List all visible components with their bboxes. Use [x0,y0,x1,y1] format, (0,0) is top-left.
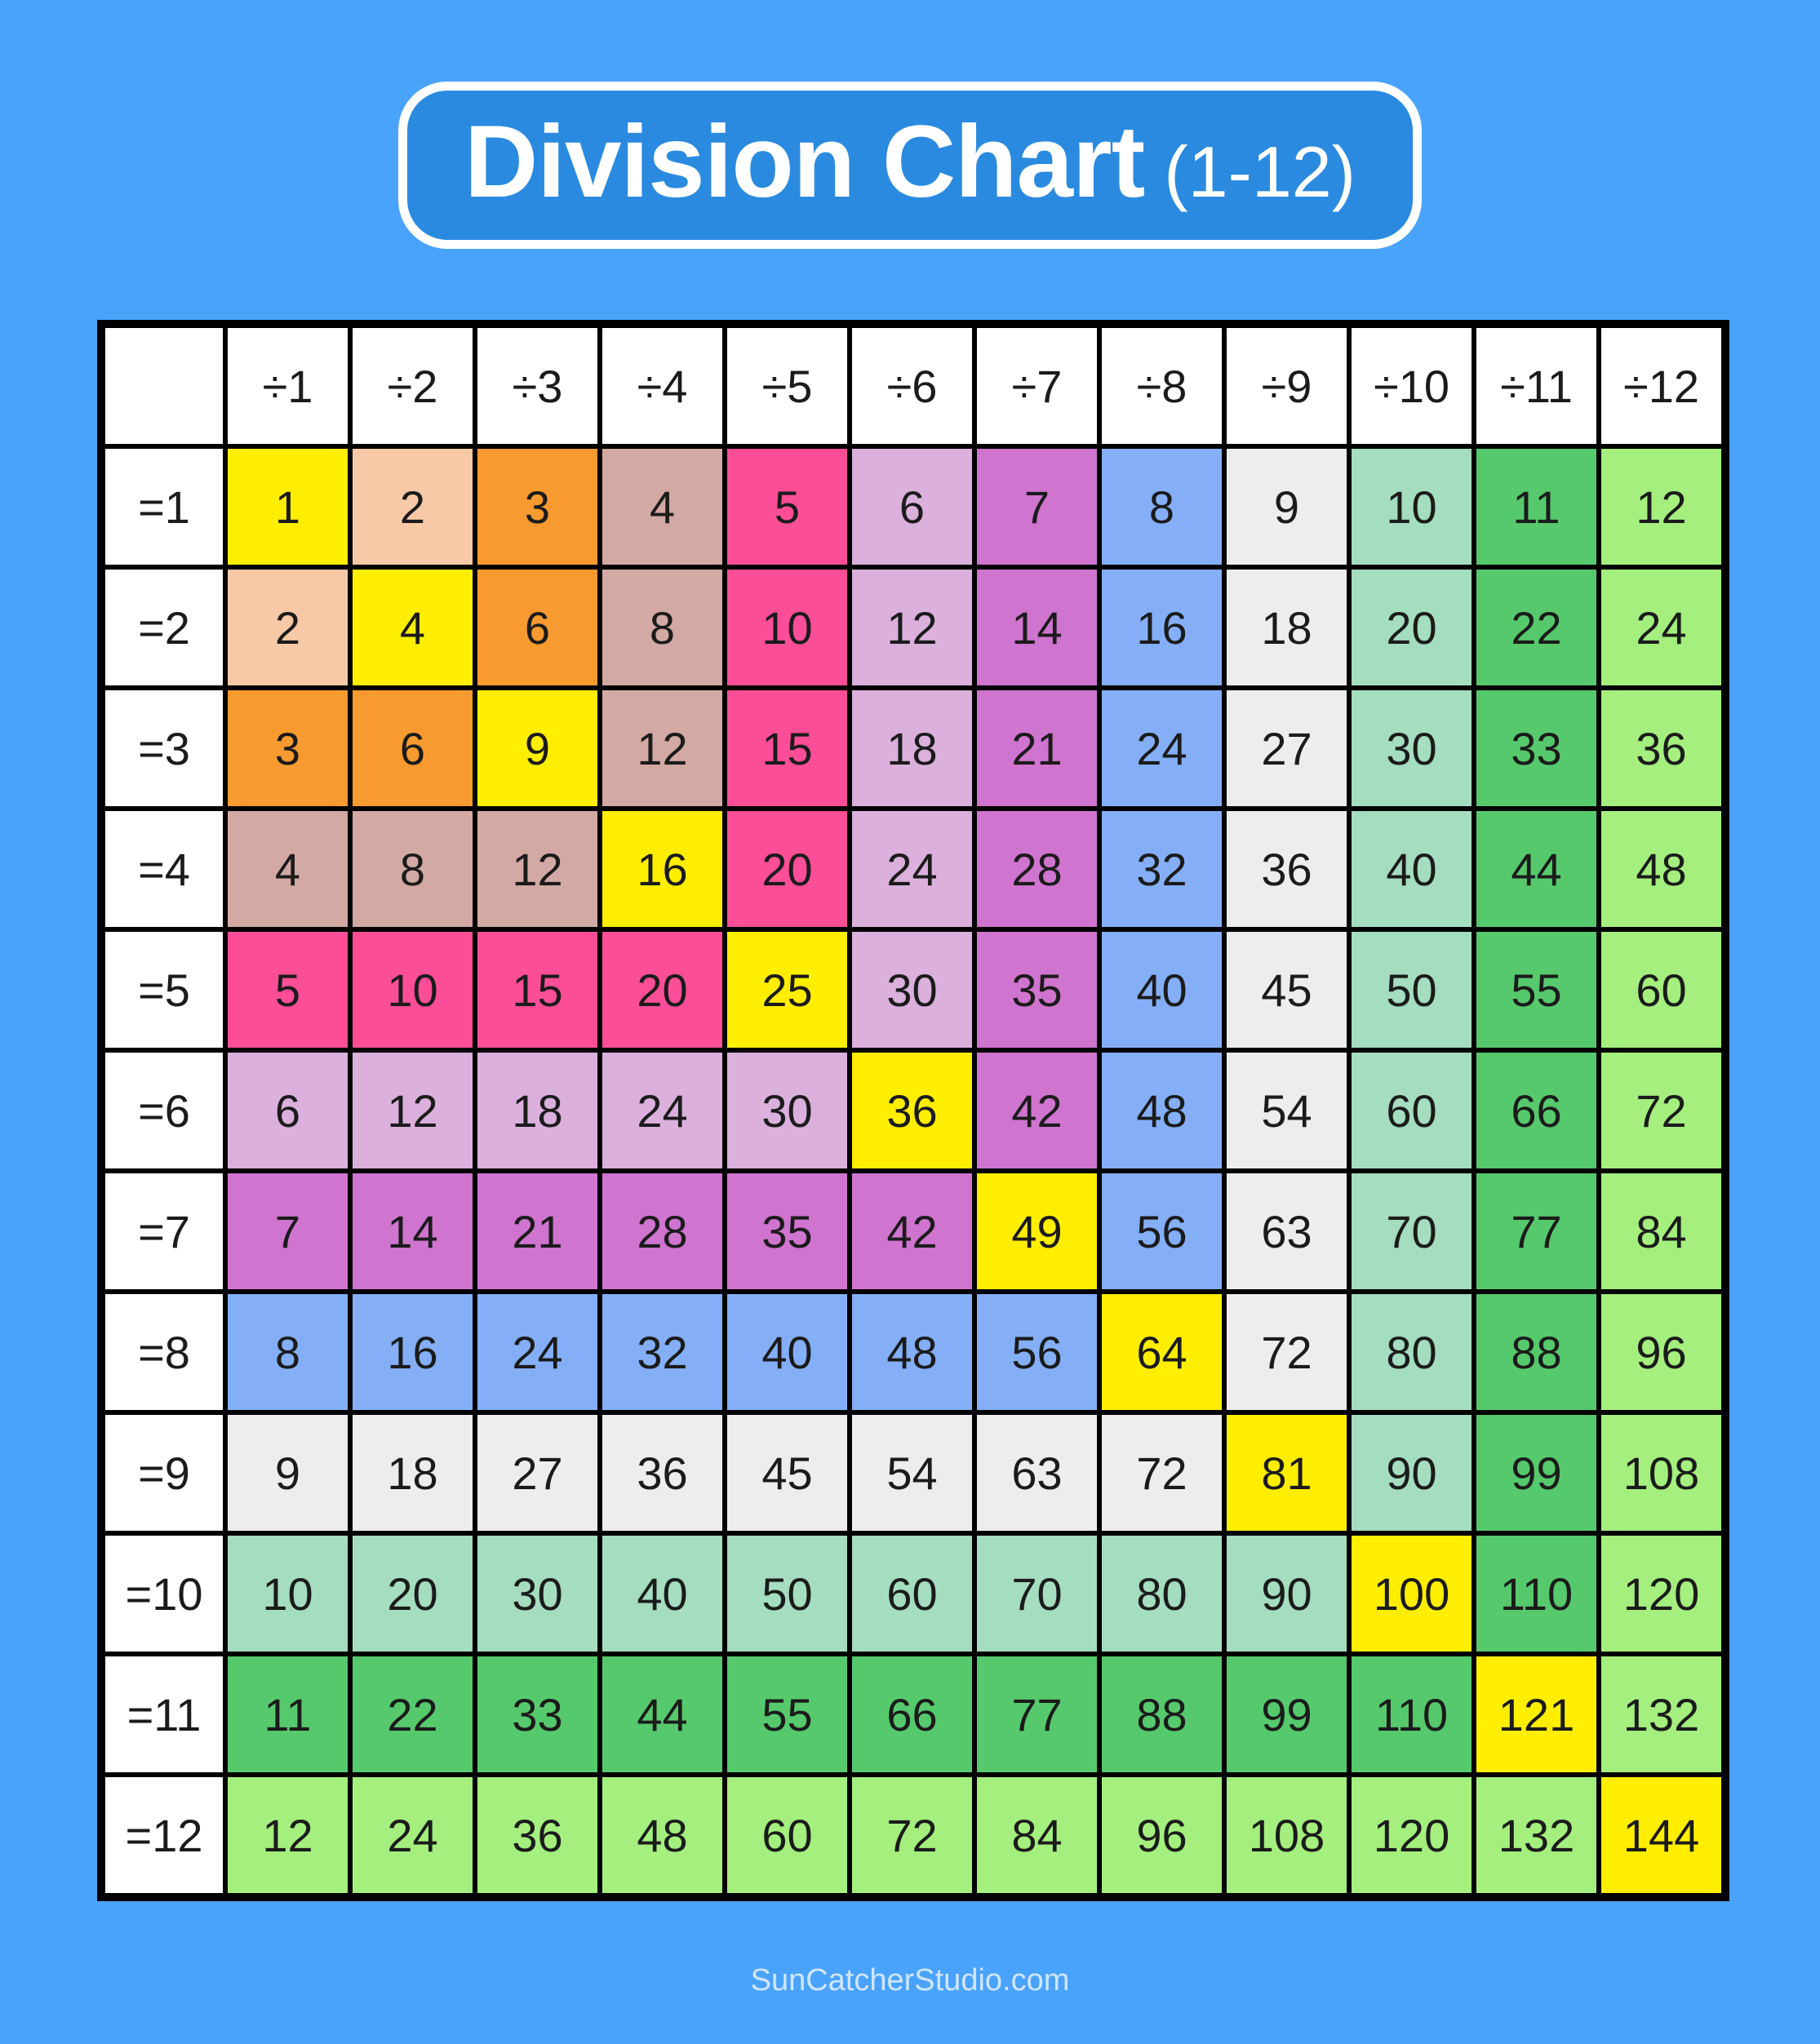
row-header-7: =7 [103,1171,225,1292]
page-title: Division Chart [464,105,1145,219]
cell-r8-c12: 96 [1599,1292,1724,1412]
table-row [103,1412,1724,1533]
row-header-11: =11 [103,1654,225,1775]
cell-r11-c3: 33 [475,1654,600,1775]
cell-r11-c4: 44 [600,1654,725,1775]
cell-r9-c4: 36 [600,1412,725,1533]
title-badge [398,82,1422,249]
cell-r6-c5: 30 [725,1050,850,1171]
cell-r4-c1: 4 [225,809,350,929]
cell-r11-c1: 11 [225,1654,350,1775]
column-header-9: ÷9 [1224,326,1349,446]
cell-r6-c3: 18 [475,1050,600,1171]
cell-r12-c3: 36 [475,1775,600,1895]
cell-r3-c9: 27 [1224,688,1349,809]
row-header-3: =3 [103,688,225,809]
cell-r9-c7: 63 [974,1412,1099,1533]
cell-r4-c4: 16 [600,809,725,929]
cell-r11-c6: 66 [850,1654,974,1775]
cell-r1-c1: 1 [225,446,350,567]
cell-r5-c8: 40 [1099,929,1224,1050]
cell-r3-c12: 36 [1599,688,1724,809]
cell-r8-c2: 16 [350,1292,475,1412]
column-header-5: ÷5 [725,326,850,446]
cell-r1-c9: 9 [1224,446,1349,567]
cell-r11-c8: 88 [1099,1654,1224,1775]
cell-r10-c6: 60 [850,1533,974,1654]
column-header-12: ÷12 [1599,326,1724,446]
cell-r9-c1: 9 [225,1412,350,1533]
cell-r12-c2: 24 [350,1775,475,1895]
cell-r10-c1: 10 [225,1533,350,1654]
corner-cell [103,326,225,446]
cell-r10-c8: 80 [1099,1533,1224,1654]
cell-r10-c12: 120 [1599,1533,1724,1654]
cell-r3-c11: 33 [1474,688,1599,809]
table-row [103,446,1724,567]
cell-r5-c10: 50 [1349,929,1474,1050]
cell-r3-c3: 9 [475,688,600,809]
cell-r7-c7: 49 [974,1171,1099,1292]
cell-r10-c10: 100 [1349,1533,1474,1654]
cell-r12-c11: 132 [1474,1775,1599,1895]
cell-r1-c10: 10 [1349,446,1474,567]
cell-r5-c4: 20 [600,929,725,1050]
cell-r1-c8: 8 [1099,446,1224,567]
table-row [103,809,1724,929]
division-table [97,320,1729,1901]
cell-r11-c5: 55 [725,1654,850,1775]
cell-r11-c10: 110 [1349,1654,1474,1775]
cell-r9-c5: 45 [725,1412,850,1533]
cell-r4-c6: 24 [850,809,974,929]
cell-r7-c5: 35 [725,1171,850,1292]
cell-r5-c6: 30 [850,929,974,1050]
cell-r2-c6: 12 [850,567,974,688]
cell-r7-c10: 70 [1349,1171,1474,1292]
cell-r6-c7: 42 [974,1050,1099,1171]
cell-r7-c6: 42 [850,1171,974,1292]
cell-r8-c11: 88 [1474,1292,1599,1412]
table-row [103,1533,1724,1654]
row-header-12: =12 [103,1775,225,1895]
cell-r8-c10: 80 [1349,1292,1474,1412]
cell-r4-c9: 36 [1224,809,1349,929]
cell-r4-c3: 12 [475,809,600,929]
cell-r8-c5: 40 [725,1292,850,1412]
cell-r3-c8: 24 [1099,688,1224,809]
cell-r7-c12: 84 [1599,1171,1724,1292]
cell-r6-c6: 36 [850,1050,974,1171]
row-header-6: =6 [103,1050,225,1171]
header-row [103,326,1724,446]
cell-r6-c4: 24 [600,1050,725,1171]
cell-r8-c7: 56 [974,1292,1099,1412]
cell-r6-c10: 60 [1349,1050,1474,1171]
cell-r11-c11: 121 [1474,1654,1599,1775]
cell-r2-c1: 2 [225,567,350,688]
cell-r11-c9: 99 [1224,1654,1349,1775]
cell-r10-c7: 70 [974,1533,1099,1654]
cell-r9-c3: 27 [475,1412,600,1533]
cell-r2-c2: 4 [350,567,475,688]
cell-r2-c5: 10 [725,567,850,688]
table-row [103,1775,1724,1895]
cell-r1-c6: 6 [850,446,974,567]
column-header-3: ÷3 [475,326,600,446]
cell-r9-c2: 18 [350,1412,475,1533]
cell-r4-c5: 20 [725,809,850,929]
cell-r4-c2: 8 [350,809,475,929]
column-header-8: ÷8 [1099,326,1224,446]
cell-r10-c3: 30 [475,1533,600,1654]
cell-r7-c3: 21 [475,1171,600,1292]
row-header-4: =4 [103,809,225,929]
cell-r4-c12: 48 [1599,809,1724,929]
cell-r7-c8: 56 [1099,1171,1224,1292]
cell-r3-c4: 12 [600,688,725,809]
column-header-7: ÷7 [974,326,1099,446]
row-header-2: =2 [103,567,225,688]
cell-r2-c9: 18 [1224,567,1349,688]
cell-r12-c5: 60 [725,1775,850,1895]
table-row [103,929,1724,1050]
cell-r6-c12: 72 [1599,1050,1724,1171]
row-header-1: =1 [103,446,225,567]
cell-r2-c7: 14 [974,567,1099,688]
column-header-1: ÷1 [225,326,350,446]
cell-r5-c9: 45 [1224,929,1349,1050]
chart-grid-container [97,320,1724,1901]
cell-r3-c2: 6 [350,688,475,809]
cell-r5-c5: 25 [725,929,850,1050]
cell-r9-c9: 81 [1224,1412,1349,1533]
row-header-10: =10 [103,1533,225,1654]
cell-r8-c6: 48 [850,1292,974,1412]
cell-r3-c10: 30 [1349,688,1474,809]
cell-r5-c12: 60 [1599,929,1724,1050]
row-header-9: =9 [103,1412,225,1533]
cell-r6-c9: 54 [1224,1050,1349,1171]
cell-r1-c3: 3 [475,446,600,567]
cell-r7-c1: 7 [225,1171,350,1292]
cell-r5-c7: 35 [974,929,1099,1050]
cell-r2-c10: 20 [1349,567,1474,688]
cell-r6-c11: 66 [1474,1050,1599,1171]
cell-r1-c7: 7 [974,446,1099,567]
column-header-11: ÷11 [1474,326,1599,446]
table-row [103,1292,1724,1412]
cell-r2-c12: 24 [1599,567,1724,688]
table-row [103,1171,1724,1292]
cell-r6-c1: 6 [225,1050,350,1171]
cell-r11-c7: 77 [974,1654,1099,1775]
cell-r5-c1: 5 [225,929,350,1050]
cell-r2-c4: 8 [600,567,725,688]
table-header [103,326,1724,446]
cell-r4-c10: 40 [1349,809,1474,929]
cell-r12-c10: 120 [1349,1775,1474,1895]
cell-r1-c4: 4 [600,446,725,567]
cell-r3-c1: 3 [225,688,350,809]
cell-r12-c12: 144 [1599,1775,1724,1895]
cell-r7-c9: 63 [1224,1171,1349,1292]
cell-r12-c6: 72 [850,1775,974,1895]
cell-r7-c2: 14 [350,1171,475,1292]
cell-r12-c9: 108 [1224,1775,1349,1895]
cell-r1-c12: 12 [1599,446,1724,567]
cell-r11-c2: 22 [350,1654,475,1775]
column-header-6: ÷6 [850,326,974,446]
table-row [103,567,1724,688]
cell-r12-c1: 12 [225,1775,350,1895]
cell-r1-c5: 5 [725,446,850,567]
column-header-10: ÷10 [1349,326,1474,446]
cell-r1-c2: 2 [350,446,475,567]
cell-r8-c1: 8 [225,1292,350,1412]
cell-r10-c5: 50 [725,1533,850,1654]
cell-r2-c3: 6 [475,567,600,688]
cell-r10-c4: 40 [600,1533,725,1654]
cell-r4-c11: 44 [1474,809,1599,929]
page-title-range: (1-12) [1164,131,1356,212]
cell-r12-c4: 48 [600,1775,725,1895]
cell-r5-c2: 10 [350,929,475,1050]
cell-r9-c11: 99 [1474,1412,1599,1533]
cell-r10-c11: 110 [1474,1533,1599,1654]
cell-r1-c11: 11 [1474,446,1599,567]
footer-credit: SunCatcherStudio.com [750,1963,1070,1997]
cell-r2-c8: 16 [1099,567,1224,688]
cell-r12-c8: 96 [1099,1775,1224,1895]
cell-r5-c3: 15 [475,929,600,1050]
table-row [103,1654,1724,1775]
table-row [103,1050,1724,1171]
cell-r7-c11: 77 [1474,1171,1599,1292]
cell-r2-c11: 22 [1474,567,1599,688]
table-row [103,688,1724,809]
cell-r9-c8: 72 [1099,1412,1224,1533]
cell-r6-c8: 48 [1099,1050,1224,1171]
cell-r10-c9: 90 [1224,1533,1349,1654]
cell-r3-c7: 21 [974,688,1099,809]
cell-r10-c2: 20 [350,1533,475,1654]
cell-r8-c9: 72 [1224,1292,1349,1412]
cell-r9-c12: 108 [1599,1412,1724,1533]
table-body [103,446,1724,1895]
cell-r5-c11: 55 [1474,929,1599,1050]
row-header-5: =5 [103,929,225,1050]
cell-r3-c5: 15 [725,688,850,809]
cell-r3-c6: 18 [850,688,974,809]
cell-r8-c4: 32 [600,1292,725,1412]
row-header-8: =8 [103,1292,225,1412]
cell-r8-c8: 64 [1099,1292,1224,1412]
title-container [0,82,1820,249]
cell-r4-c7: 28 [974,809,1099,929]
column-header-2: ÷2 [350,326,475,446]
cell-r9-c10: 90 [1349,1412,1474,1533]
cell-r11-c12: 132 [1599,1654,1724,1775]
cell-r4-c8: 32 [1099,809,1224,929]
cell-r8-c3: 24 [475,1292,600,1412]
cell-r9-c6: 54 [850,1412,974,1533]
cell-r6-c2: 12 [350,1050,475,1171]
column-header-4: ÷4 [600,326,725,446]
cell-r12-c7: 84 [974,1775,1099,1895]
cell-r7-c4: 28 [600,1171,725,1292]
